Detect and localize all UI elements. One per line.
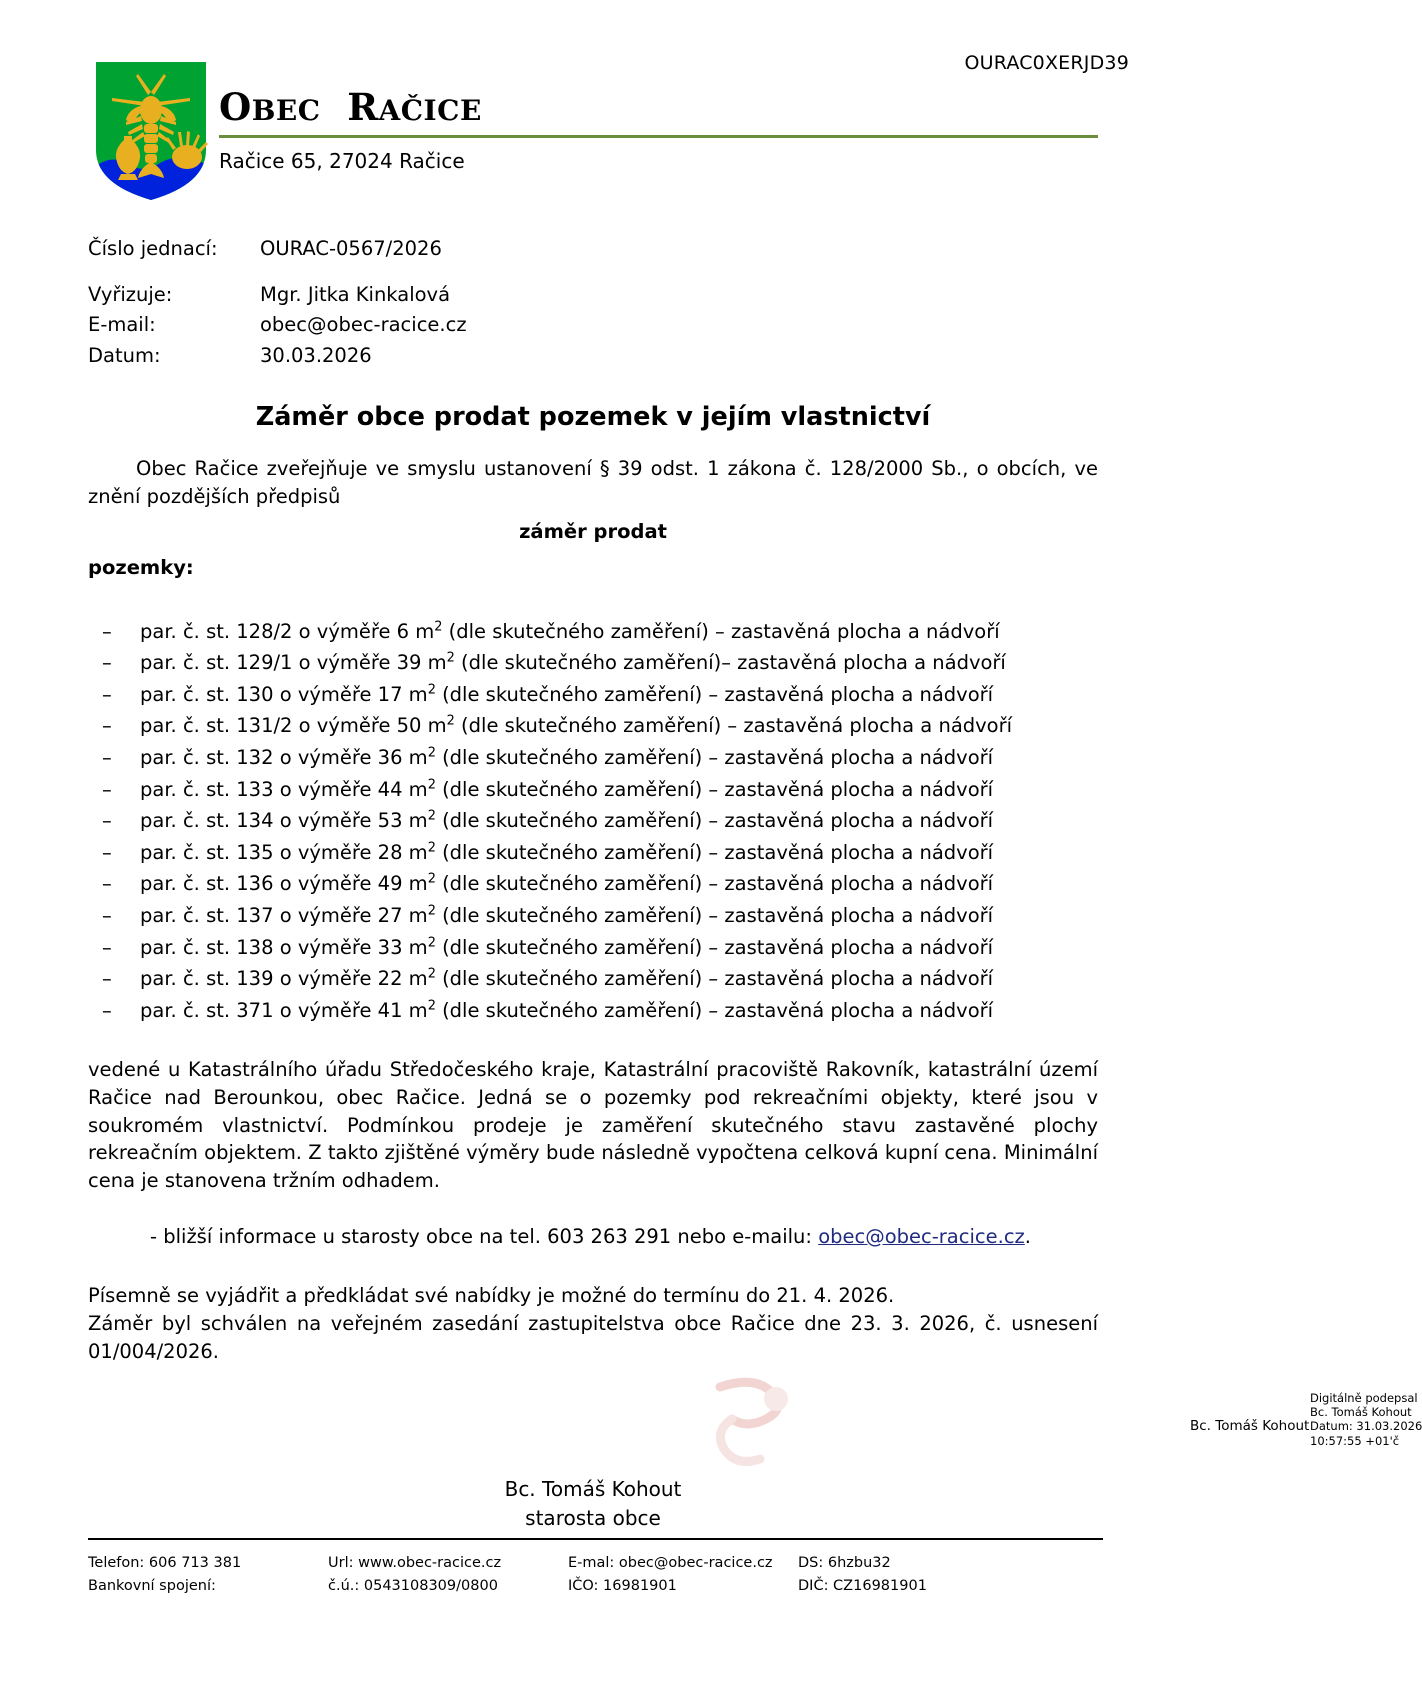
document-meta	[88, 234, 467, 371]
contact-email-link[interactable]: obec@obec-racice.cz	[818, 1224, 1025, 1248]
contact-line-period: .	[1024, 1224, 1031, 1248]
list-item	[88, 805, 1098, 837]
deadline-line-1: Písemně se vyjádřit a předkládat své nabídky je možné do termínu do 21. 4. 2026.	[88, 1284, 895, 1308]
list-item	[88, 679, 1098, 711]
parcel-unit-exponent: 2	[427, 808, 436, 824]
intent-heading: záměr prodat	[519, 520, 667, 544]
header-divider	[219, 135, 1098, 138]
parcel-text-suffix: (dle skutečného zaměření) – zastavěná plocha a nádvoří	[442, 619, 1000, 643]
footer-divider	[88, 1538, 1103, 1540]
parcel-text-prefix: par. č. st. 132 o výměře 36 m	[140, 746, 428, 770]
parcel-unit-exponent: 2	[427, 871, 436, 887]
parcel-text-prefix: par. č. st. 135 o výměře 28 m	[140, 840, 428, 864]
digital-signature-stamp	[636, 1381, 1422, 1461]
org-name-acice: AČICE	[378, 94, 482, 127]
parcel-unit-exponent: 2	[427, 966, 436, 982]
footer-columns	[88, 1552, 1103, 1598]
date-label: Datum:	[88, 343, 161, 367]
footer-column-email	[568, 1552, 798, 1598]
list-item	[88, 742, 1098, 774]
list-item	[88, 837, 1098, 869]
meta-row-handler	[88, 280, 467, 310]
list-bullet-dash: –	[102, 872, 112, 896]
footer-column-databox	[798, 1552, 998, 1598]
parcel-text-prefix: par. č. st. 136 o výměře 49 m	[140, 872, 428, 896]
list-item	[88, 774, 1098, 806]
parcel-text-suffix: (dle skutečného zaměření) – zastavěná plocha a nádvoří	[435, 682, 994, 706]
parcel-text-prefix: par. č. st. 139 o výměře 22 m	[140, 967, 428, 991]
document-id-code: OURAC0XERJD39	[964, 52, 1129, 74]
coat-of-arms-icon	[88, 58, 214, 202]
meta-row-email	[88, 310, 467, 340]
list-bullet-dash: –	[102, 746, 112, 770]
footer-ico: IČO: 16981901	[568, 1577, 677, 1594]
parcel-unit-exponent: 2	[446, 650, 455, 666]
reference-value: OURAC-0567/2026	[260, 237, 442, 260]
contact-line	[88, 1223, 1098, 1251]
deadline-block	[88, 1282, 1098, 1365]
parcel-text-prefix: par. č. st. 133 o výměře 44 m	[140, 777, 428, 801]
parcel-unit-exponent: 2	[427, 935, 436, 951]
signature-meta-line-3: Datum: 31.03.2026	[1310, 1419, 1422, 1434]
handler-value: Mgr. Jitka Kinkalová	[260, 283, 451, 307]
meta-row-date	[88, 341, 467, 371]
parcel-unit-exponent: 2	[427, 840, 436, 856]
signature-stamp-name: Bc. Tomáš Kohout	[1190, 1418, 1310, 1435]
parcel-text-suffix: (dle skutečného zaměření) – zastavěná plocha a nádvoří	[435, 777, 994, 801]
parcel-text-suffix: (dle skutečného zaměření)– zastavěná plocha a nádvoří	[454, 651, 1006, 675]
org-name-o: O	[219, 85, 252, 129]
list-item	[88, 995, 1098, 1027]
footer-databox: DS: 6hzbu32	[798, 1554, 891, 1571]
parcel-text-suffix: (dle skutečného zaměření) – zastavěná plocha a nádvoří	[435, 967, 994, 991]
parcel-unit-exponent: 2	[427, 682, 436, 698]
list-bullet-dash: –	[102, 809, 112, 833]
parcel-text-prefix: par. č. st. 137 o výměře 27 m	[140, 903, 428, 927]
parcel-text-suffix: (dle skutečného zaměření) – zastavěná plocha a nádvoří	[435, 840, 994, 864]
parcel-text-prefix: par. č. st. 138 o výměře 33 m	[140, 935, 428, 959]
signature-meta-line-2: Bc. Tomáš Kohout	[1310, 1405, 1412, 1420]
list-bullet-dash: –	[102, 714, 112, 738]
contact-line-text: - bližší informace u starosty obce na tel. 603 263 291 nebo e-mailu:	[150, 1224, 819, 1248]
body-paragraph: vedené u Katastrálního úřadu Středočeského kraje, Katastrální pracoviště Rakovník, katastrální území Račice nad Berounkou, obec Račice. Jedná se o pozemky pod rekreačními objekty, které jsou v soukromém vlastnictví. Podmínkou prodeje je zaměření skutečného stavu zastavěné plochy rekreačním objektem. Z takto zjištěné výměry bude následně vypočtena celková kupní cena. Minimální cena je stanovena tržním odhadem.	[88, 1058, 1098, 1193]
list-bullet-dash: –	[102, 903, 112, 927]
email-value: obec@obec-racice.cz	[260, 313, 467, 337]
list-item	[88, 900, 1098, 932]
list-bullet-dash: –	[102, 619, 112, 643]
parcel-text-prefix: par. č. st. 131/2 o výměře 50 m	[140, 714, 447, 738]
letterhead	[88, 58, 1098, 208]
footer-column-phone	[88, 1552, 328, 1598]
list-bullet-dash: –	[102, 651, 112, 675]
letterhead-text	[219, 58, 1098, 173]
parcel-unit-exponent: 2	[427, 998, 436, 1014]
signatory-name: Bc. Tomáš Kohout	[504, 1477, 682, 1502]
footer-email: E-mal: obec@obec-racice.cz	[568, 1554, 773, 1571]
handler-label: Vyřizuje:	[88, 283, 173, 307]
signature-area	[88, 1379, 1422, 1549]
list-item	[88, 932, 1098, 964]
reference-label: Číslo jednací:	[88, 237, 218, 260]
footer-dic: DIČ: CZ16981901	[798, 1577, 927, 1594]
parcel-text-prefix: par. č. st. 130 o výměře 17 m	[140, 682, 428, 706]
parcel-text-prefix: par. č. st. 129/1 o výměře 39 m	[140, 651, 447, 675]
signatory-block	[88, 1475, 1098, 1533]
list-item	[88, 616, 1098, 648]
meta-row-reference	[88, 234, 467, 264]
parcel-text-suffix: (dle skutečného zaměření) – zastavěná plocha a nádvoří	[435, 809, 994, 833]
list-bullet-dash: –	[102, 840, 112, 864]
deadline-line-2: Záměr byl schválen na veřejném zasedání zastupitelstva obce Račice dne 23. 3. 2026, č. usnesení 01/004/2026.	[88, 1312, 1098, 1363]
parcel-list	[88, 616, 1098, 1027]
intro-paragraph: Obec Račice zveřejňuje ve smyslu ustanovení § 39 odst. 1 zákona č. 128/2000 Sb., o obcích, ve znění pozdějších předpisů	[88, 457, 1098, 508]
parcel-text-suffix: (dle skutečného zaměření) – zastavěná plocha a nádvoří	[435, 935, 994, 959]
parcel-text-suffix: (dle skutečného zaměření) – zastavěná plocha a nádvoří	[435, 998, 994, 1022]
parcel-text-suffix: (dle skutečného zaměření) – zastavěná plocha a nádvoří	[454, 714, 1013, 738]
footer-phone: Telefon: 606 713 381	[88, 1554, 242, 1571]
page-footer	[88, 1538, 1103, 1598]
list-item	[88, 710, 1098, 742]
org-name-r: R	[347, 85, 379, 129]
parcel-text-prefix: par. č. st. 134 o výměře 53 m	[140, 809, 428, 833]
signatory-role: starosta obce	[525, 1506, 661, 1531]
list-bullet-dash: –	[102, 967, 112, 991]
list-bullet-dash: –	[102, 998, 112, 1022]
organization-name	[219, 58, 1098, 127]
signature-stamp-meta	[1310, 1391, 1422, 1447]
email-label: E-mail:	[88, 313, 156, 337]
org-name-bec: BEC	[251, 94, 321, 127]
list-item	[88, 647, 1098, 679]
body-paragraph-block	[88, 1056, 1098, 1194]
parcel-unit-exponent: 2	[427, 777, 436, 793]
parcel-text-suffix: (dle skutečného zaměření) – zastavěná plocha a nádvoří	[435, 746, 994, 770]
list-item	[88, 868, 1098, 900]
parcel-text-prefix: par. č. st. 128/2 o výměře 6 m	[140, 619, 435, 643]
list-bullet-dash: –	[102, 935, 112, 959]
list-bullet-dash: –	[102, 777, 112, 801]
list-bullet-dash: –	[102, 682, 112, 706]
page-title: Záměr obce prodat pozemek v jejím vlastnictví	[255, 402, 931, 432]
organization-address: Račice 65, 27024 Račice	[219, 148, 465, 173]
footer-bank-label: Bankovní spojení:	[88, 1577, 216, 1594]
parcel-unit-exponent: 2	[446, 713, 455, 729]
parcel-text-prefix: par. č. st. 371 o výměře 41 m	[140, 998, 428, 1022]
document-body	[88, 455, 1422, 1549]
signature-meta-line-1: Digitálně podepsal	[1310, 1391, 1418, 1406]
footer-url: Url: www.obec-racice.cz	[328, 1554, 502, 1571]
list-item	[88, 963, 1098, 995]
parcel-unit-exponent: 2	[427, 903, 436, 919]
parcel-unit-exponent: 2	[434, 619, 443, 635]
signature-meta-line-4: 10:57:55 +01'č	[1310, 1433, 1400, 1448]
footer-account: č.ú.: 0543108309/0800	[328, 1577, 498, 1594]
parcel-text-suffix: (dle skutečného zaměření) – zastavěná plocha a nádvoří	[435, 903, 994, 927]
footer-column-url	[328, 1552, 568, 1598]
parcel-text-suffix: (dle skutečného zaměření) – zastavěná plocha a nádvoří	[435, 872, 994, 896]
parcels-label: pozemky:	[88, 556, 194, 580]
date-value: 30.03.2026	[260, 343, 372, 367]
parcel-unit-exponent: 2	[427, 745, 436, 761]
